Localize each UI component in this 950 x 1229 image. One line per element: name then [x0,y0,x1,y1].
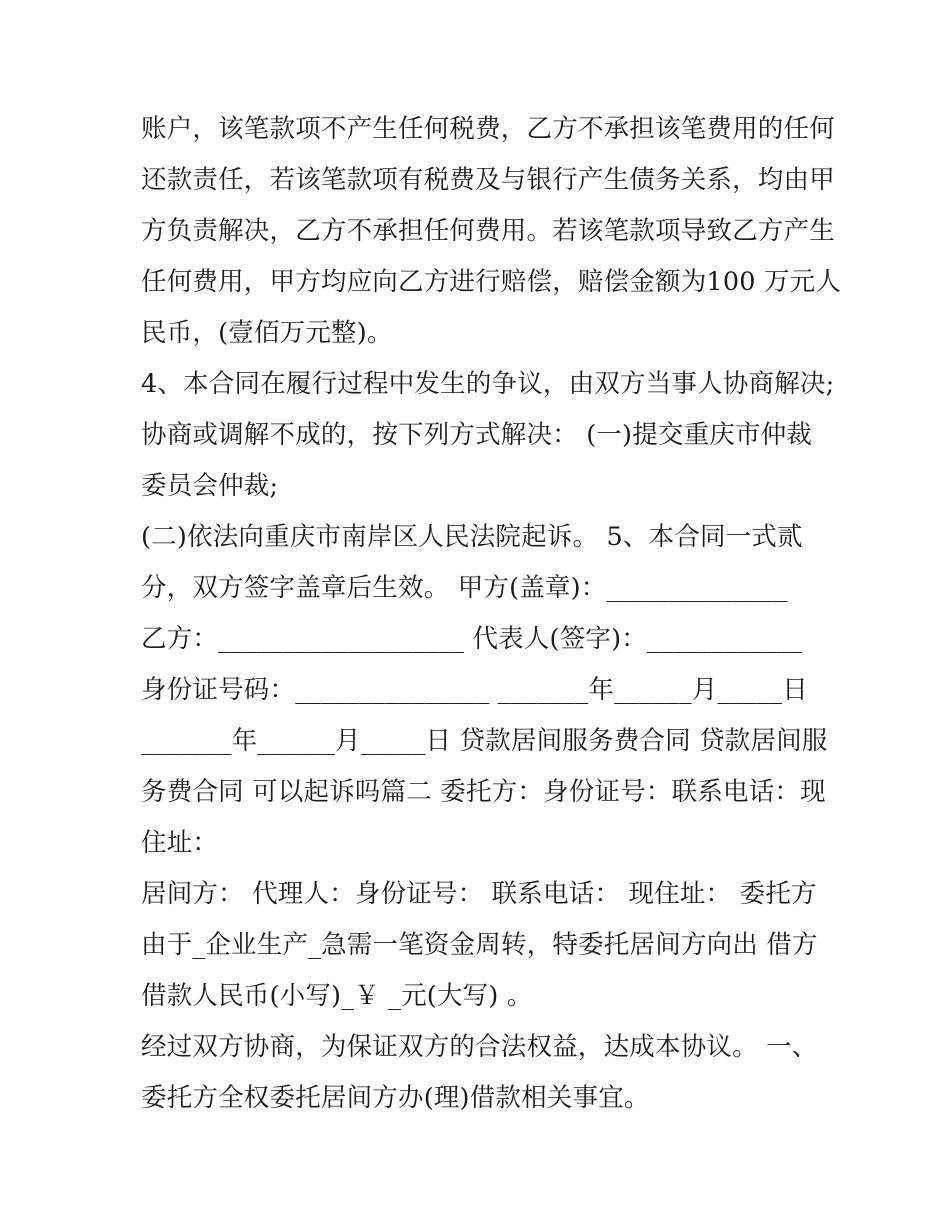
text-line: 委托方全权委托居间方办(理)借款相关事宜。 [141,1083,650,1113]
text-line: 协商或调解不成的，按下列方式解决： (一)提交重庆市仲裁 [141,420,813,450]
text-line: 乙方：___________________ 代表人(签字)：____________ [141,624,803,654]
text-line: 经过双方协商，为保证双方的合法权益，达成本协议。 一、 [141,1032,818,1062]
text-line: 借款人民币(小写)_￥ _元(大写) 。 [141,981,533,1011]
text-line: 居间方： 代理人：身份证号： 联系电话： 现住址： 委托方 [141,879,817,909]
text-line: 住址： [141,828,219,858]
text-line: 委员会仲裁; [141,471,279,501]
text-line: 身份证号码：_______________ _______年______月_____日 [141,675,808,705]
text-line: _______年______月_____日 贷款居间服务费合同 贷款居间服 [141,726,828,756]
text-line: 方负责解决，乙方不承担任何费用。若该笔款项导致乙方产生 [141,216,835,246]
text-line: 务费合同 可以起诉吗篇二 委托方：身份证号：联系电话：现 [141,777,826,807]
text-line: 任何费用，甲方均应向乙方进行赔偿，赔偿金额为100 万元人 [141,267,842,297]
text-line: 账户，该笔款项不产生任何税费，乙方不承担该笔费用的任何 [141,114,835,144]
text-line: (二)依法向重庆市南岸区人民法院起诉。 5、本合同一式贰 [141,522,803,552]
text-line: 分，双方签字盖章后生效。 甲方(盖章)：______________ [141,573,788,603]
text-line: 民币，(壹佰万元整)。 [141,318,393,348]
text-line: 4、本合同在履行过程中发生的争议，由双方当事人协商解决; [141,369,835,399]
text-line: 由于_企业生产_急需一笔资金周转，特委托居间方向出 借方 [141,930,818,960]
text-line: 还款责任，若该笔款项有税费及与银行产生债务关系，均由甲 [141,165,835,195]
